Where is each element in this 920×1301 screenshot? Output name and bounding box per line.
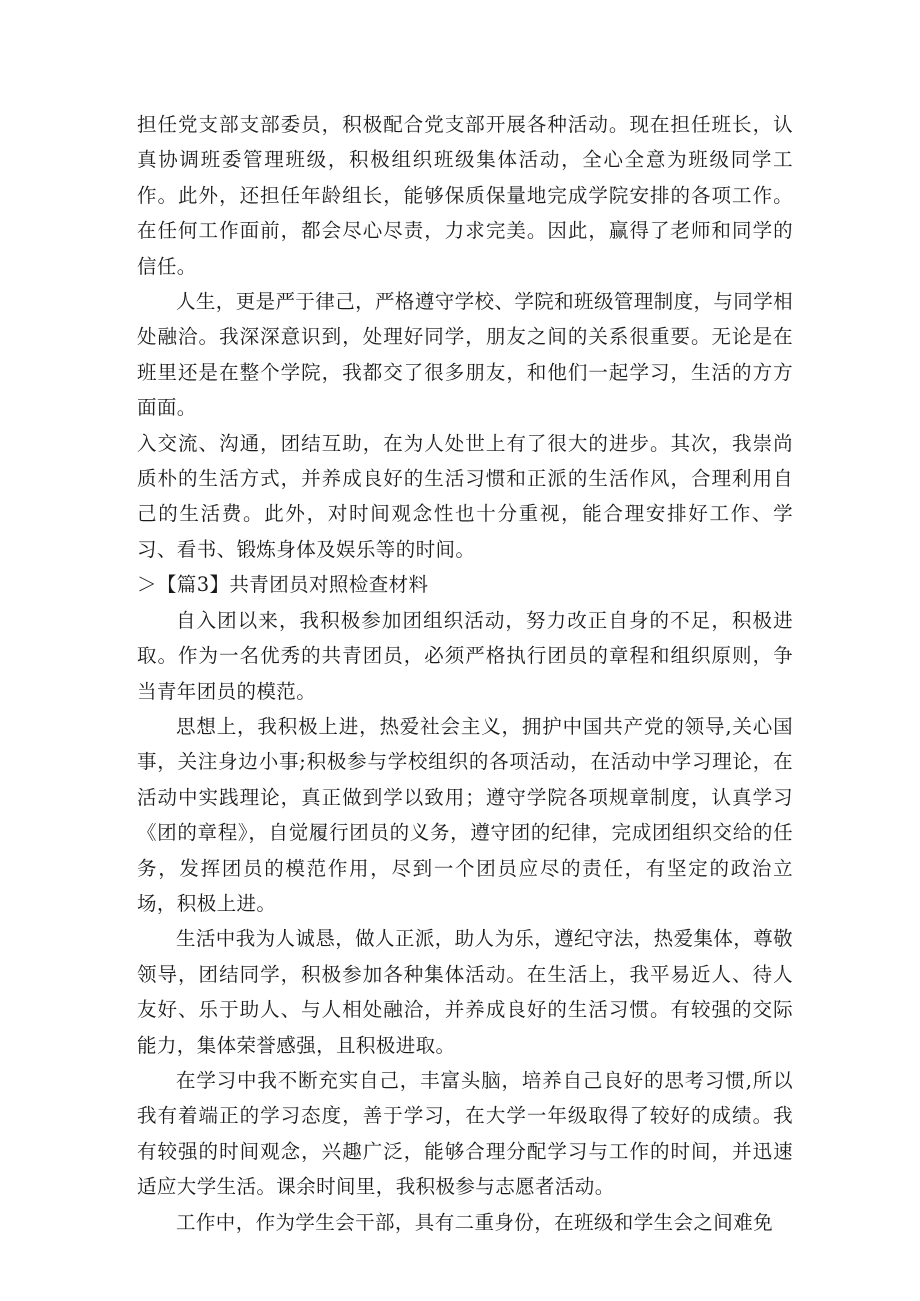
paragraph-continued-duties: 担任党支部支部委员，积极配合党支部开展各种活动。现在担任班长，认真协调班委管理班级，积极组织班级集体活动，全心全意为班级同学工作。此外，还担任年龄组长，能够保质保量地完成学院安排的各项工作。在任何工作面前，都会尽心尽责，力求完美。因此，赢得了老师和同学的信任。 bbox=[137, 113, 793, 278]
paragraph-since-joining: 自入团以来，我积极参加团组织活动，努力改正自身的不足，积极进取。作为一名优秀的共青团员，必须严格执行团员的章程和组织原则，争当青年团员的模范。 bbox=[137, 608, 793, 703]
paragraph-personal-life: 人生，更是严于律己，严格遵守学校、学院和班级管理制度，与同学相处融洽。我深深意识到，处理好同学，朋友之间的关系很重要。无论是在班里还是在整个学院，我都交了很多朋友，和他们一起学习，生活的方方面面。 bbox=[137, 290, 793, 420]
paragraph-study: 在学习中我不断充实自己，丰富头脑，培养自己良好的思考习惯,所以我有着端正的学习态度，善于学习，在大学一年级取得了较好的成绩。我有较强的时间观念，兴趣广泛，能够合理分配学习与工作的时间，并迅速适应大学生活。课余时间里，我积极参与志愿者活动。 bbox=[137, 1068, 793, 1199]
section-heading: ＞【篇3】共青团员对照检查材料 bbox=[137, 573, 429, 597]
paragraph-ideology: 思想上，我积极上进，热爱社会主义，拥护中国共产党的领导,关心国事，关注身边小事;积极参与学校组织的各项活动，在活动中学习理论，在活动中实践理论，真正做到学以致用；遵守学院各项规章制度，认真学习《团的章程》，自觉履行团员的义务，遵守团的纪律，完成团组织交给的任务，发挥团员的模范作用，尽到一个团员应尽的责任，有坚定的政治立场，积极上进。 bbox=[137, 714, 793, 915]
document-body bbox=[137, 107, 793, 1240]
paragraph-life: 生活中我为人诚恳，做人正派，助人为乐，遵纪守法，热爱集体，尊敬领导，团结同学，积极参加各种集体活动。在生活上，我平易近人、待人友好、乐于助人、与人相处融洽，并养成良好的生活习惯。有较强的交际能力，集体荣誉感强，且积极进取。 bbox=[137, 927, 793, 1057]
paragraph-communication: 入交流、沟通，团结互助，在为人处世上有了很大的进步。其次，我崇尚质朴的生活方式，并养成良好的生活习惯和正派的生活作风，合理利用自己的生活费。此外，对时间观念性也十分重视，能合理安排好工作、学习、看书、锻炼身体及娱乐等的时间。 bbox=[137, 431, 793, 561]
paragraph-work: 工作中，作为学生会干部，具有二重身份，在班级和学生会之间难免 bbox=[176, 1210, 774, 1234]
